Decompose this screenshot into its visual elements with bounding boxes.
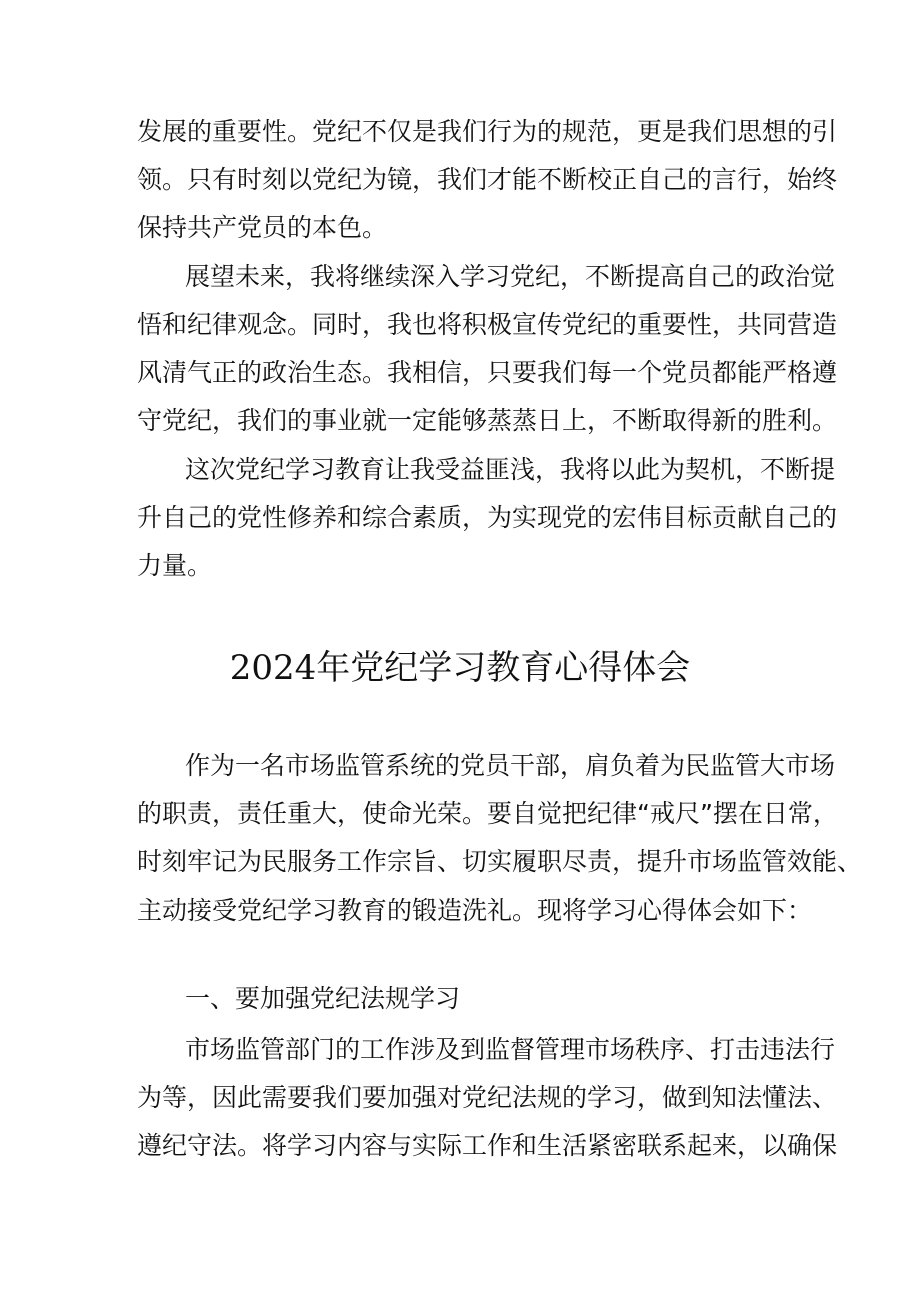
paragraph-line: 发展的重要性。党纪不仅是我们行为的规范，更是我们思想的引 [137,117,838,146]
paragraph-line: 升自己的党性修养和综合素质，为实现党的宏伟目标贡献自己的 [137,503,838,532]
paragraph-line: 为等，因此需要我们要加强对党纪法规的学习，做到知法懂法、 [137,1083,838,1112]
paragraph-line: 遵纪守法。将学习内容与实际工作和生活紧密联系起来，以确保 [137,1131,838,1160]
paragraph-line: 保持共产党员的本色。 [137,213,388,242]
paragraph-line: 时刻牢记为民服务工作宗旨、切实履职尽责，提升市场监管效能、 [137,847,863,876]
paragraph-line: 的职责，责任重大，使命光荣。要自觉把纪律“戒尺”摆在日常， [137,799,838,828]
paragraph-line: 这次党纪学习教育让我受益匪浅，我将以此为契机，不断提 [185,455,836,484]
paragraph-line: 市场监管部门的工作涉及到监督管理市场秩序、打击违法行 [185,1035,836,1064]
paragraph-line: 作为一名市场监管系统的党员干部，肩负着为民监管大市场 [185,751,836,780]
paragraph-line: 悟和纪律观念。同时，我也将积极宣传党纪的重要性，共同营造 [137,310,838,339]
document-title: 2024年党纪学习教育心得体会 [229,648,691,688]
paragraph-line: 风清气正的政治生态。我相信，只要我们每一个党员都能严格遵 [137,358,838,387]
section-heading: 一、要加强党纪法规学习 [185,984,461,1013]
paragraph-line: 展望未来，我将继续深入学习党纪，不断提高自己的政治觉 [185,262,836,291]
paragraph-line: 力量。 [137,551,213,580]
paragraph-line: 守党纪，我们的事业就一定能够蒸蒸日上，不断取得新的胜利。 [137,406,838,435]
paragraph-line: 主动接受党纪学习教育的锻造洗礼。现将学习心得体会如下： [137,896,813,925]
paragraph-line: 领。只有时刻以党纪为镜，我们才能不断校正自己的言行，始终 [137,165,838,194]
